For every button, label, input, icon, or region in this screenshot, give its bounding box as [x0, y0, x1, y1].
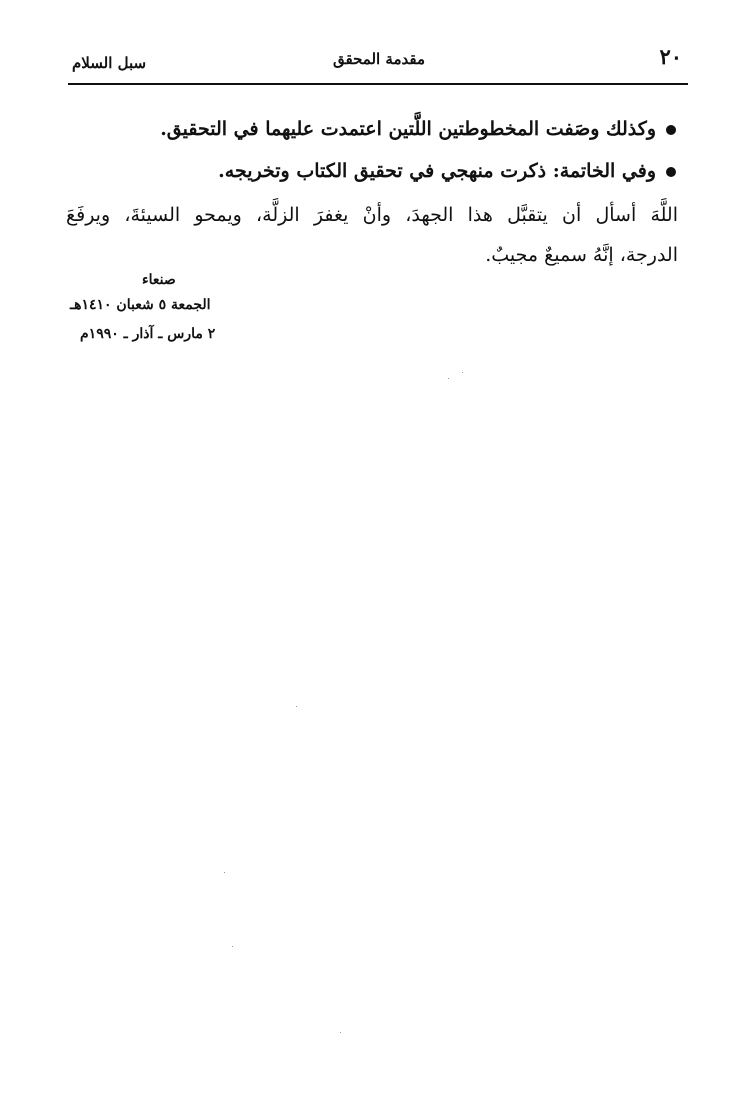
bullet-text: وفي الخاتمة: ذكرت منهجي في تحقيق الكتاب وتخريجه.: [218, 160, 656, 182]
signature-date-gregorian: ٢ مارس ـ آذار ـ ١٩٩٠م: [80, 326, 216, 342]
running-header: [70, 44, 688, 84]
closing-prayer: [66, 195, 678, 275]
page-number: ٢٠: [659, 44, 682, 69]
bullet-icon: [666, 125, 676, 135]
prayer-line: الدرجة، إنَّهُ سميعٌ مجيبٌ.: [485, 244, 678, 266]
header-rule: [68, 83, 688, 85]
signature-date-hijri: الجمعة ٥ شعبان ١٤١٠هـ: [70, 297, 211, 313]
bullet-item: [160, 118, 676, 140]
scan-speck: [448, 378, 449, 379]
scan-speck: [296, 706, 297, 707]
scan-speck: [232, 946, 233, 947]
chapter-title: مقدمة المحقق: [333, 50, 425, 68]
bullet-text: وكذلك وصَفت المخطوطتين اللَّتين اعتمدت عليهما في التحقيق.: [160, 118, 656, 140]
signature-place: صنعاء: [142, 272, 176, 288]
bullet-item: [218, 160, 676, 182]
scan-speck: [224, 872, 225, 873]
scan-speck: [340, 1032, 341, 1033]
bullet-icon: [666, 167, 676, 177]
scan-speck: [462, 372, 463, 373]
prayer-line: اللَّهَ أسأل أن يتقبَّل هذا الجهدَ، وأنْ يغفرَ الزلَّة، ويمحو السيئةَ، ويرفَعَ: [66, 204, 678, 226]
book-title: سبل السلام: [72, 54, 147, 72]
